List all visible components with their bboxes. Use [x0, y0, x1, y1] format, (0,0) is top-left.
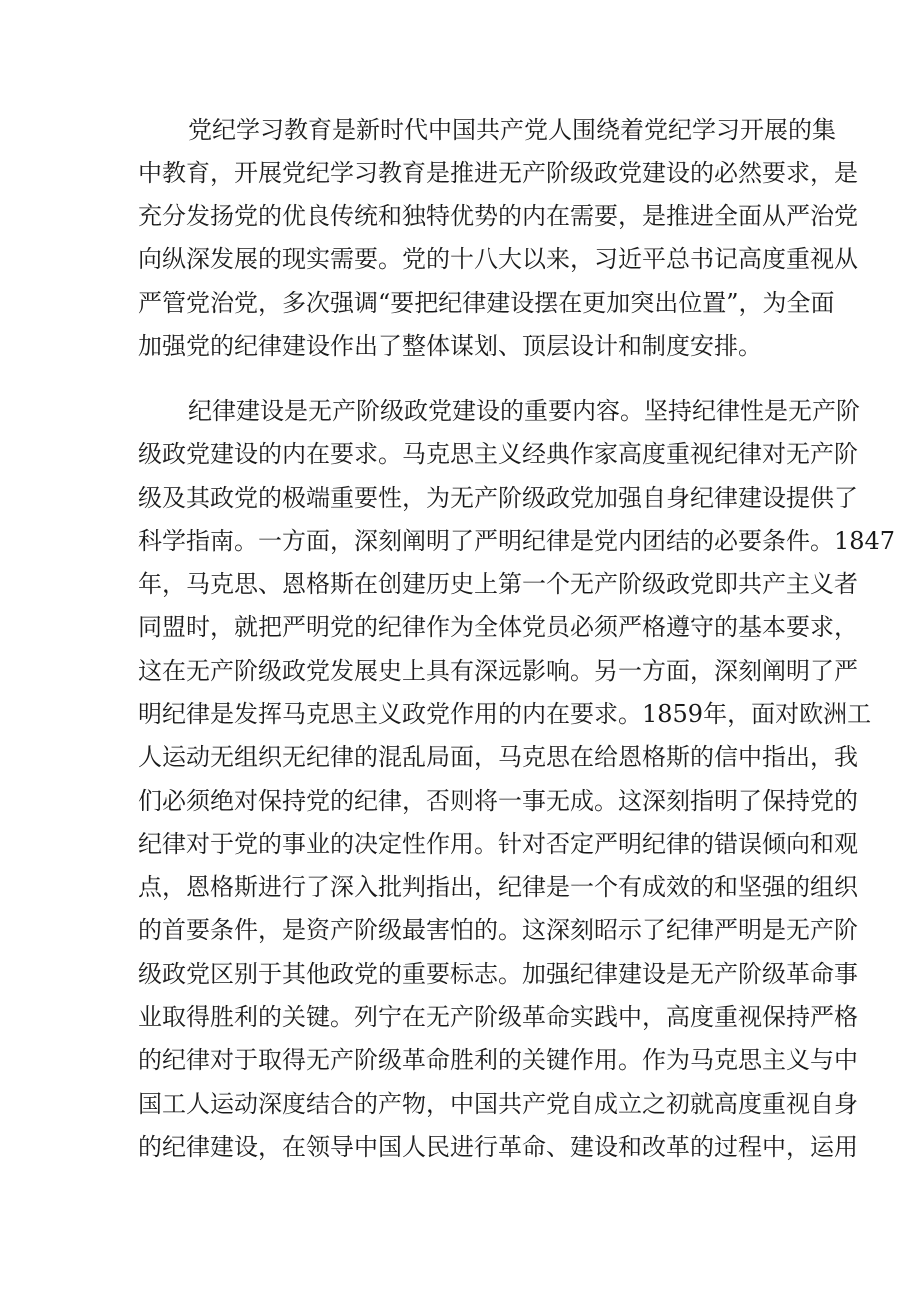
paragraph-line: 严管党治党，多次强调“要把纪律建设摆在更加突出位置”，为全面 [138, 289, 835, 317]
paragraph-line: 的纪律建设，在领导中国人民进行革命、建设和改革的过程中，运用 [138, 1133, 858, 1161]
paragraph-line: 向纵深发展的现实需要。党的十八大以来，习近平总书记高度重视从 [138, 245, 858, 273]
paragraph-line: 级政党区别于其他政党的重要标志。加强纪律建设是无产阶级革命事 [138, 960, 858, 988]
paragraph-line: 业取得胜利的关键。列宁在无产阶级革命实践中，高度重视保持严格 [138, 1003, 858, 1031]
paragraph-line: 加强党的纪律建设作出了整体谋划、顶层设计和制度安排。 [138, 332, 762, 360]
paragraph-line: 级政党建设的内在要求。马克思主义经典作家高度重视纪律对无产阶 [138, 440, 858, 468]
paragraph-line: 党纪学习教育是新时代中国共产党人围绕着党纪学习开展的集 [188, 116, 836, 144]
paragraph-line: 同盟时，就把严明党的纪律作为全体党员必须严格遵守的基本要求， [138, 613, 858, 641]
paragraph-line: 纪律建设是无产阶级政党建设的重要内容。坚持纪律性是无产阶 [188, 397, 860, 425]
paragraph-line: 科学指南。一方面，深刻阐明了严明纪律是党内团结的必要条件。1847 [138, 527, 896, 555]
paragraph-line: 们必须绝对保持党的纪律，否则将一事无成。这深刻指明了保持党的 [138, 787, 858, 815]
paragraph-line: 中教育，开展党纪学习教育是推进无产阶级政党建设的必然要求，是 [138, 159, 858, 187]
paragraph-line: 明纪律是发挥马克思主义政党作用的内在要求。1859年，面对欧洲工 [138, 700, 872, 728]
paragraph-line: 年，马克思、恩格斯在创建历史上第一个无产阶级政党即共产主义者 [138, 570, 858, 598]
paragraph-line: 的纪律对于取得无产阶级革命胜利的关键作用。作为马克思主义与中 [138, 1046, 858, 1074]
paragraph-line: 国工人运动深度结合的产物，中国共产党自成立之初就高度重视自身 [138, 1090, 858, 1118]
paragraph-line: 点，恩格斯进行了深入批判指出，纪律是一个有成效的和坚强的组织 [138, 873, 858, 901]
paragraph-line: 级及其政党的极端重要性，为无产阶级政党加强自身纪律建设提供了 [138, 484, 858, 512]
paragraph-line: 纪律对于党的事业的决定性作用。针对否定严明纪律的错误倾向和观 [138, 830, 858, 858]
paragraph-line: 人运动无组织无纪律的混乱局面，马克思在给恩格斯的信中指出，我 [138, 743, 858, 771]
paragraph-line: 充分发扬党的优良传统和独特优势的内在需要，是推进全面从严治党 [138, 202, 858, 230]
paragraph-line: 的首要条件，是资产阶级最害怕的。这深刻昭示了纪律严明是无产阶 [138, 916, 858, 944]
paragraph-line: 这在无产阶级政党发展史上具有深远影响。另一方面，深刻阐明了严 [138, 657, 858, 685]
